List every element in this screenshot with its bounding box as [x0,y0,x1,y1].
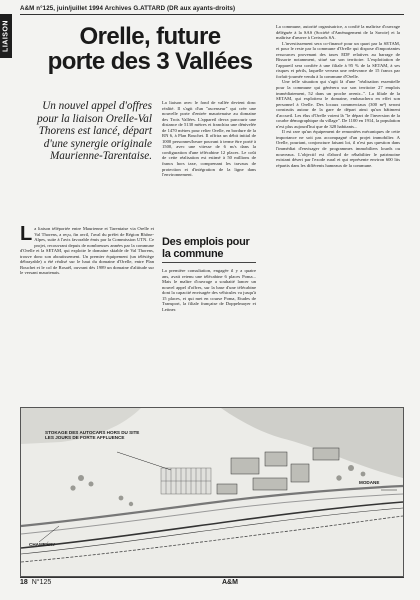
map-label-modane: MODANE [359,480,380,485]
title-line-1: Orelle, future [79,23,221,50]
map-caption [45,430,139,440]
footer-rule [20,577,404,578]
footer-logo: A&M [222,579,238,586]
paragraph: La première consultation, engagée il y a quatre ans, avait retenu une télécabine 6 places Poma... Mais le maître d'ouvrage a souhaité lancer un nouvel appel d'offres, sur la base d'une télécabine dont la capacité envisagée des véhicules va jusqu'à 15 places, et qui met en course Poma, Etudes de Transport, la filiale française de Doppelmayer et Leitner. [162,268,256,312]
footer-page-info [20,579,51,586]
column-right [276,24,400,394]
article-title [30,24,270,74]
column-middle-bottom [162,268,256,324]
column-left [20,226,154,324]
map-label-chambery: CHAMBÉRY [29,542,56,547]
paragraph: La liaison avec le fond de vallée devient donc réalité. Il s'agit d'un "ascenseur" qui crée une nouvelle porte d'entrée maurienaise au domaine des Trois Vallées. L'appareil devra parcourir une distance de 5130 mètres et franchira une dénivelée de 1470 mètres pour relier Orelle, en bordure de la RN 6, à Plan Bouchet. Il offrira un débit initial de 1000 personnes/heure pouvant à terme être porté à 1500, avec une vitesse de 6 m/s dans la configuration d'une télécabine 12 places. Le coût de cette réalisation est estimé à 50 millions de francs hors taxe, comprenant les travaux de protection et d'intégration de la ligne dans l'environnement. [162,100,256,178]
header-source: A&M n°125, juin/juillet 1994 Archives G.ATTARD (DR aux ayants-droits) [20,5,236,12]
subheading-line-1: Des emplois pour [162,236,250,248]
map-caption-line-1: STOKAGE DES AUTOCARS HORS DU SITE [45,430,140,435]
paragraph: Il est rare qu'un équipement de remontées mécaniques de cette importance ne soit pas accompagné d'un projet immobilier. A Orelle, pourtant, conjoncture faisant loi, il n'est pas question dans l'immédiat d'envisager de programmes immobiliers lourds ou nouveaux. L'objectif est d'abord de réhabiliter le patrimoine existant désert par l'exode rural et qui représente environ 600 lits répartis dans les différents hameaux de la commune. [276,129,400,168]
title-line-2: porte des 3 Vallées [47,48,253,75]
map-caption-line-2: LES JOURS DE FORTE AFFLUENCE [45,435,125,440]
subheading-line-2: la commune [162,247,224,260]
paragraph [20,226,154,276]
column-middle-top [162,100,256,230]
paragraph-text: a liaison téléportée entre Maurienne et Tarentaise via Orelle et Val Thorens, a reçu, fin avril, l'aval du préfet de Région Rhône-Alpes, suite à l'avis favorable émis par la Commission UTN. Ce projet, recouvrant depuis de nombreuses années par la commune d'Orelle et la SETAM, qui exploite le domaine skiable de Val Thorens, trouve donc son aboutissement. Un premier équipement (un télésiège débrayable) a été réalisé sur le haut du domaine d'Orelle, entre Plan Bouchet et le col de Rosaël, ouvrant dès 1989 un domaine d'altitude sur le versant maurienais. [20,226,154,276]
drop-cap: L [20,226,33,245]
site-plan-map [20,407,404,577]
page-number: 18 [20,579,28,586]
paragraph: L'investissement sera co-financé pour un quart par la SETAM, et pour le reste par la commune d'Orelle qui dispose d'importantes ressources provenant des taxes EDF relatives au barrage de Bissorte notamment, situé sur son territoire. L'exploitation de l'appareil sera confiée à une filiale à 95 % de la SETAM, à ses risques et périls, laquelle versera une redevance de 15 francs par forfait-journée vendu à la commune d'Orelle. [276,40,400,79]
header-rule [20,14,404,15]
section-tab [0,14,12,58]
paragraph: La commune, autorité organisatrice, a confié la maîtrise d'ouvrage déléguée à la SAS (Société d'Aménagement de la Savoie) et la maîtrise d'œuvre à Creissels SA. [276,24,400,41]
issue-number: N°125 [31,579,52,586]
section-tab-label: LIAISON [2,20,10,52]
paragraph: Une telle situation qui s'agit là d'une "réalisation essentielle pour la commune qui génèrera sur son territoire 27 emplois immédiatement, 52 dans un proche avenir...". La filiale de la SETAM, qui exploitera le domaine, embauchera en effet son personnel à Orelle. Des locaux commerciaux (300 m²) seront construits autour de la gare de départ ainsi qu'un bâtiment d'accueil. Les élus d'Orelle voient là "le départ de l'inversion de la courbe démographique du village". De 1100 en 1914, la population n'est plus aujourd'hui que de 328 habitants... [276,79,400,129]
subheading [162,237,256,260]
subheading-rule [162,262,256,263]
lead-paragraph: Un nouvel appel d'offres pour la liaison Orelle-Val Thorens est lancé, départ d'une synergie originale Maurienne-Tarentaise. [37,100,152,163]
